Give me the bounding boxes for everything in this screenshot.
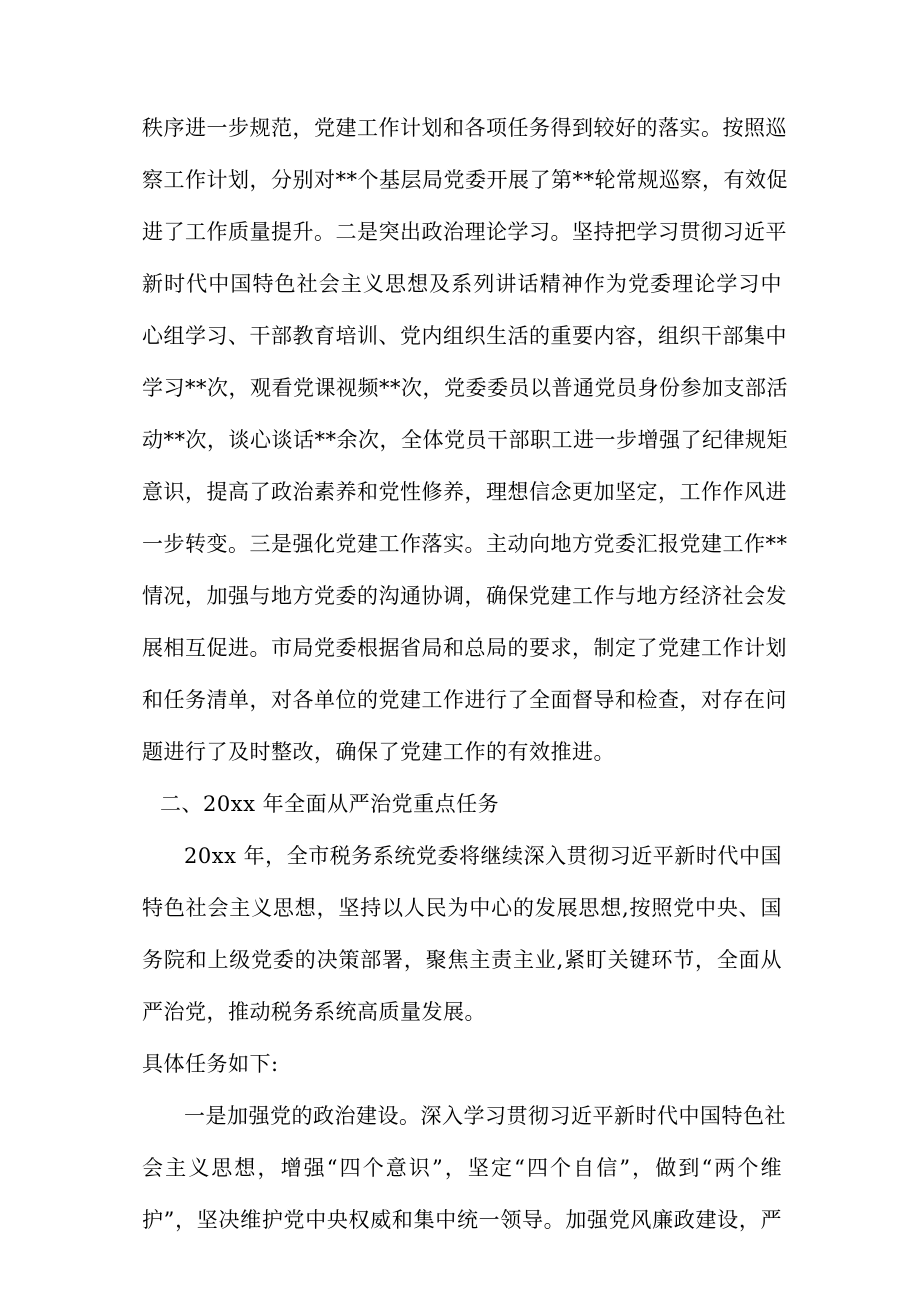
paragraph-2-line-2: 特色社会主义思想，坚持以人民为中心的发展思想,按照党中央、国 (142, 896, 782, 920)
paragraph-1-line-11: 展相互促进。市局党委根据省局和总局的要求，制定了党建工作计划 (142, 636, 787, 660)
paragraph-1-line-5: 心组学习、干部教育培训、党内组织生活的重要内容，组织干部集中 (142, 324, 787, 348)
paragraph-3-line-3: 护”，坚决维护党中央权威和集中统一领导。加强党风廉政建设，严 (142, 1208, 782, 1232)
paragraph-2-line-4: 严治党，推动税务系统高质量发展。 (142, 1000, 486, 1024)
paragraph-1-line-7: 动**次，谈心谈话**余次，全体党员干部职工进一步增强了纪律规矩 (142, 428, 788, 452)
paragraph-1-line-8: 意识，提高了政治素养和党性修养，理想信念更加坚定，工作作风进 (142, 480, 787, 504)
paragraph-1-line-6: 学习**次，观看党课视频**次，党委委员以普通党员身份参加支部活 (142, 376, 788, 400)
paragraph-1-line-3: 进了工作质量提升。二是突出政治理论学习。坚持把学习贯彻习近平 (142, 220, 787, 244)
section-heading: 二、20xx 年全面从严治党重点任务 (160, 792, 500, 816)
paragraph-1-line-2: 察工作计划，分别对**个基层局党委开展了第**轮常规巡察，有效促 (142, 168, 788, 192)
paragraph-1-line-1: 秩序进一步规范，党建工作计划和各项任务得到较好的落实。按照巡 (142, 116, 787, 140)
paragraph-2-line-1: 20xx 年，全市税务系统党委将继续深入贯彻习近平新时代中国 (184, 844, 782, 868)
tasks-intro: 具体任务如下: (142, 1052, 279, 1076)
paragraph-3-line-1: 一是加强党的政治建设。深入学习贯彻习近平新时代中国特色社 (184, 1104, 786, 1128)
paragraph-1-line-10: 情况，加强与地方党委的沟通协调，确保党建工作与地方经济社会发 (142, 584, 787, 608)
paragraph-1-line-13: 题进行了及时整改，确保了党建工作的有效推进。 (142, 740, 615, 764)
paragraph-1-line-9: 一步转变。三是强化党建工作落实。主动向地方党委汇报党建工作** (142, 532, 788, 556)
paragraph-3-line-2: 会主义思想，增强“四个意识”，坚定“四个自信”，做到“两个维 (142, 1156, 782, 1180)
paragraph-1-line-12: 和任务清单，对各单位的党建工作进行了全面督导和检查，对存在问 (142, 688, 787, 712)
paragraph-2-line-3: 务院和上级党委的决策部署，聚焦主责主业,紧盯关键环节，全面从 (142, 948, 782, 972)
paragraph-1-line-4: 新时代中国特色社会主义思想及系列讲话精神作为党委理论学习中 (142, 272, 782, 296)
